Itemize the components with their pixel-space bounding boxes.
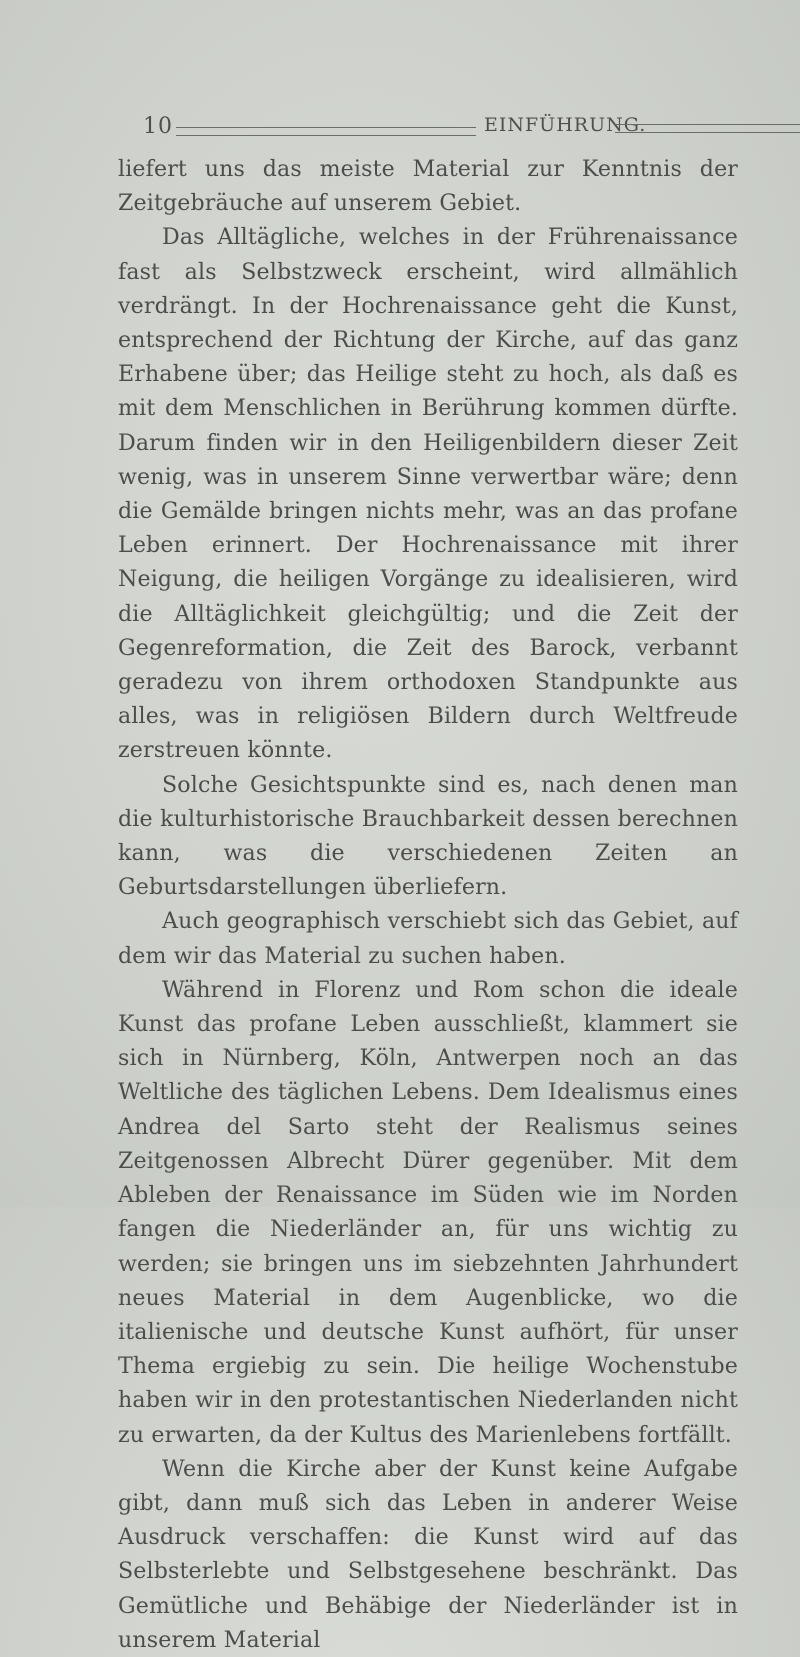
header-rule-right: [615, 124, 800, 133]
running-title: EINFÜHRUNG.: [484, 114, 647, 136]
book-page: [118, 106, 738, 1653]
page-header: [118, 106, 738, 146]
paragraph: Solche Gesichtspunkte sind es, nach denen man die kulturhistorische Brauchbarkeit dessen berechnen kann, was die verschiedenen Zeiten an Geburtsdarstellungen überliefern.: [118, 771, 738, 901]
paragraph: Auch geographisch verschiebt sich das Gebiet, auf dem wir das Material zu suchen haben.: [118, 908, 738, 969]
body-text: [118, 152, 738, 1657]
paragraph-continued: liefert uns das meiste Material zur Kenntnis der Zeitgebräuche auf unserem Gebiet.: [118, 156, 738, 217]
paragraph: Während in Florenz und Rom schon die ideale Kunst das profane Leben ausschließt, klammert sie sich in Nürnberg, Köln, Antwerpen noch an das Weltliche des täglichen Lebens. Dem Idealismus eines Andrea del Sarto steht der Realismus seines Zeitgenossen Albrecht Dürer gegenüber. Mit dem Ableben der Renaissance im Süden wie im Norden fangen die Niederländer an, für uns wichtig zu werden; sie bringen uns im siebzehnten Jahrhundert neues Material in dem Augenblicke, wo die italienische und deutsche Kunst aufhört, für unser Thema ergiebig zu sein. Die heilige Wochenstube haben wir in den protestantischen Niederlanden nicht zu erwarten, da der Kultus des Marienlebens fortfällt.: [118, 976, 738, 1448]
header-rule-left: [176, 127, 476, 136]
page-number: 10: [143, 114, 173, 139]
paragraph: Das Alltägliche, welches in der Frührenaissance fast als Selbstzweck erscheint, wird allmählich verdrängt. In der Hochrenaissance geht die Kunst, entsprechend der Richtung der Kirche, auf das ganz Erhabene über; das Heilige steht zu hoch, als daß es mit dem Menschlichen in Berührung kommen dürfte. Darum finden wir in den Heiligenbildern dieser Zeit wenig, was in unserem Sinne verwertbar wäre; denn die Gemälde bringen nichts mehr, was an das profane Leben erinnert. Der Hochrenaissance mit ihrer Neigung, die heiligen Vorgänge zu idealisieren, wird die Alltäglichkeit gleichgültig; und die Zeit der Gegenreformation, die Zeit des Barock, verbannt geradezu von ihrem orthodoxen Standpunkte aus alles, was in religiösen Bildern durch Weltfreude zerstreuen könnte.: [118, 224, 738, 764]
paragraph: Wenn die Kirche aber der Kunst keine Aufgabe gibt, dann muß sich das Leben in anderer Weise Ausdruck verschaffen: die Kunst wird auf das Selbsterlebte und Selbstgesehene beschränkt. Das Gemütliche und Behäbige der Niederländer ist in unserem Material: [118, 1455, 738, 1653]
